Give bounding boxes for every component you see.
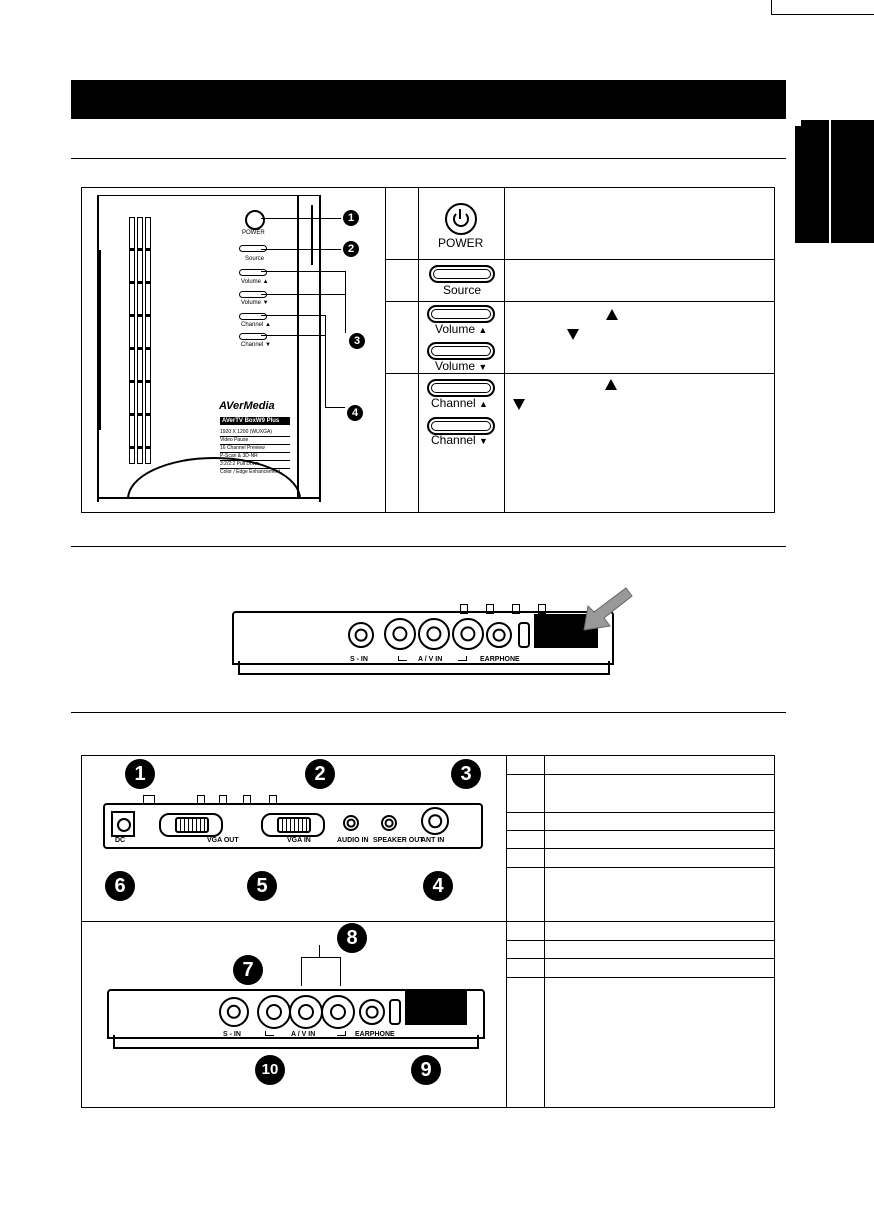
model-name: AVerTV BoxW9 Plus [220,417,290,425]
device-volume-up-label: Volume ▲ [241,279,269,285]
callout-4: 4 [347,405,363,421]
callout-side-7: 7 [233,955,263,985]
up-arrow-icon [606,307,618,325]
av-in-jack-left-2 [257,995,291,1029]
earphone-label: EARPHONE [480,656,520,663]
s-in-jack [348,622,374,648]
side-panel-illustration [232,586,620,678]
callout-1: 1 [343,210,359,226]
av-in-jack-right-2 [321,995,355,1029]
crop-mark-top-h [771,14,874,15]
device-power-label: POWER [242,230,265,236]
channel-down-label: Channel ▼ [431,433,488,447]
earphone-label-2: EARPHONE [355,1031,395,1038]
callout-rear-4: 4 [423,871,453,901]
power-label: POWER [438,236,484,250]
callout-3: 3 [349,333,365,349]
earphone-jack [486,622,512,648]
ir-window-2 [405,991,467,1025]
device-channel-down-label: Channel ▼ [241,342,271,348]
device-front-illustration [97,195,323,505]
av-in-label-2: A / V IN [291,1031,316,1038]
speaker-out-label: SPEAKER OUT [373,837,424,844]
section-title-bar [71,80,786,119]
down-arrow-icon [567,327,579,345]
av-in-jack-right [452,618,484,650]
callout-2: 2 [343,241,359,257]
power-icon [453,211,469,227]
feature-list: 1920 X 1200 (WUXGA) Video Pause 16 Channel Preview P-Scan & 3D-NR 3:2/2:2 Pull Down Color / Edge Enhancement [220,429,290,476]
callout-rear-6: 6 [105,871,135,901]
audio-in-jack [343,815,359,831]
crop-mark-top [771,0,772,14]
s-in-jack-2 [219,997,249,1027]
callout-rear-5: 5 [247,871,277,901]
volume-up-label: Volume ▲ [435,322,488,336]
channel-up-button-large [427,379,495,397]
s-in-label: S - IN [350,656,368,663]
rule-front [71,158,786,159]
callout-side-10: 10 [255,1055,285,1085]
vga-in-label: VGA IN [287,837,311,844]
device-power-button [245,210,265,230]
source-label: Source [443,283,482,297]
earphone-jack-2 [359,999,385,1025]
callout-rear-3: 3 [451,759,481,789]
av-in-jack-video-2 [289,995,323,1029]
s-in-label-2: S - IN [223,1031,241,1038]
callout-rear-2: 2 [305,759,335,789]
side-device-illustration [107,979,487,1049]
callout-rear-1: 1 [125,759,155,789]
brand-logo: AVerMedia [219,400,275,412]
volume-up-button-large [427,305,495,323]
front-panel-table [81,187,775,513]
source-button-large [429,265,495,283]
device-source-label: Source [245,256,265,262]
vga-out-label: VGA OUT [207,837,239,844]
volume-down-button-large [427,342,495,360]
channel-up-label: Channel ▲ [431,396,488,410]
ant-in-jack [421,807,449,835]
up-arrow-icon [605,377,617,395]
dc-label: DC [115,837,126,844]
callout-side-9: 9 [411,1055,441,1085]
rear-panel-table [81,755,775,1108]
device-volume-down-label: Volume ▼ [241,300,269,306]
av-in-jack-left [384,618,416,650]
chapter-tab [795,120,874,243]
down-arrow-icon [513,397,525,415]
rule-side [71,546,786,547]
vga-out-port [159,813,223,837]
dc-port [111,811,135,837]
ant-in-label: ANT IN [421,837,445,844]
rule-rear [71,712,786,713]
arrow-pointer-icon [574,586,634,636]
callout-side-8: 8 [337,923,367,953]
av-in-label: A / V IN [418,656,443,663]
av-in-jack-video [418,618,450,650]
rear-device-illustration [103,793,483,853]
vga-in-port [261,813,325,837]
power-button-large [445,203,477,235]
volume-down-label: Volume ▼ [435,359,488,373]
speaker-out-jack [381,815,397,831]
audio-in-label: AUDIO IN [337,837,369,844]
device-channel-up-label: Channel ▲ [241,322,271,328]
